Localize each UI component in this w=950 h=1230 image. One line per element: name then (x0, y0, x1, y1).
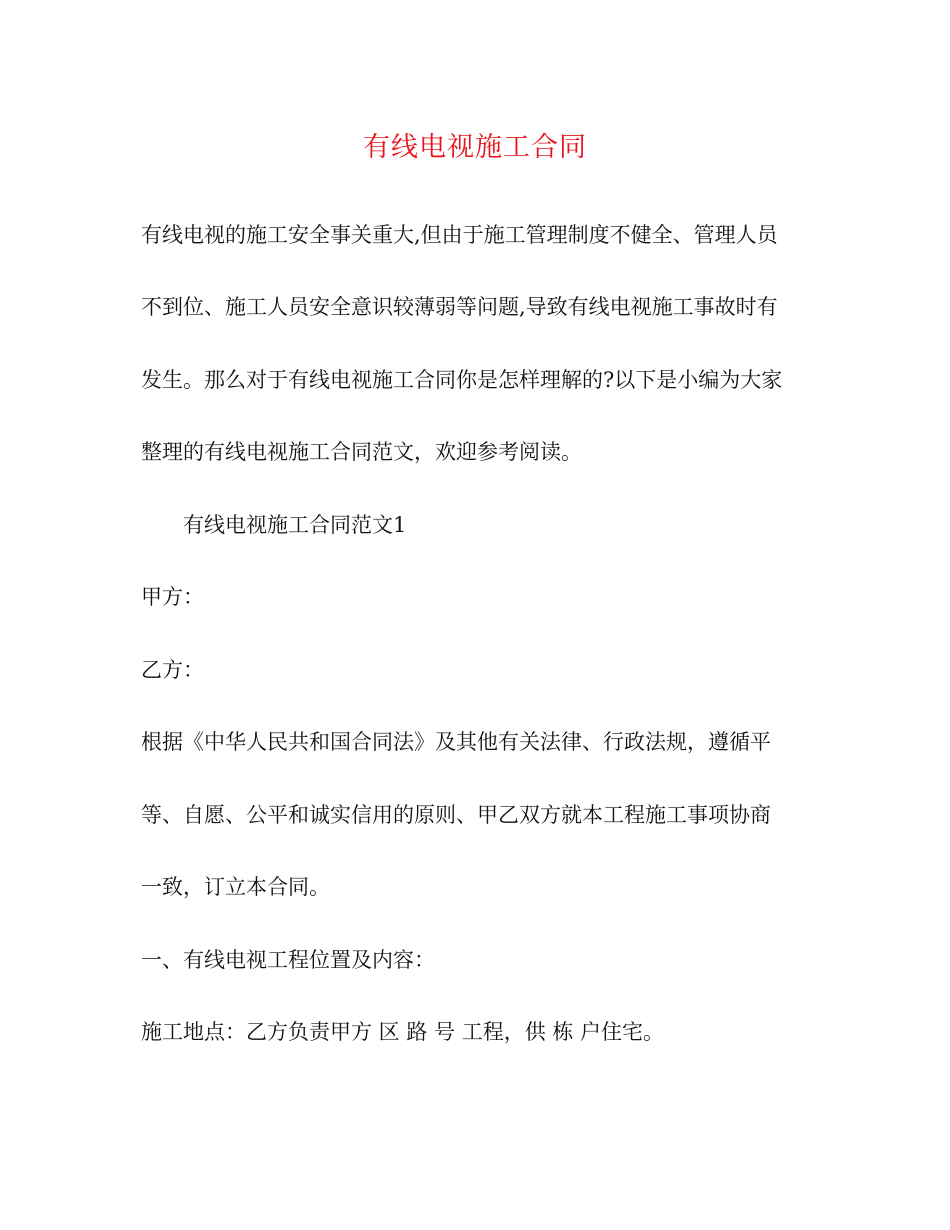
document-title: 有线电视施工合同 (363, 132, 587, 163)
construction-site-line: 施工地点：乙方负责甲方 区 路 号 工程，供 栋 户住宅。 (141, 1020, 665, 1044)
basis-line-3: 一致，订立本合同。 (141, 875, 330, 899)
intro-line-1: 有线电视的施工安全事关重大,但由于施工管理制度不健全、管理人员 (141, 223, 778, 247)
basis-line-1: 根据《中华人民共和国合同法》及其他有关法律、行政法规，遵循平 (141, 730, 771, 754)
basis-line-2: 等、自愿、公平和诚实信用的原则、甲乙双方就本工程施工事项协商 (141, 803, 771, 827)
section-heading: 有线电视施工合同范文1 (183, 513, 407, 537)
intro-line-2: 不到位、施工人员安全意识较薄弱等问题,导致有线电视施工事故时有 (141, 295, 778, 319)
party-a-line: 甲方： (141, 585, 204, 609)
party-b-line: 乙方： (141, 658, 204, 682)
intro-line-4: 整理的有线电视施工合同范文，欢迎参考阅读。 (141, 440, 582, 464)
clause-heading-1: 一、有线电视工程位置及内容： (141, 948, 435, 972)
intro-line-3: 发生。那么对于有线电视施工合同你是怎样理解的?以下是小编为大家 (141, 368, 783, 392)
